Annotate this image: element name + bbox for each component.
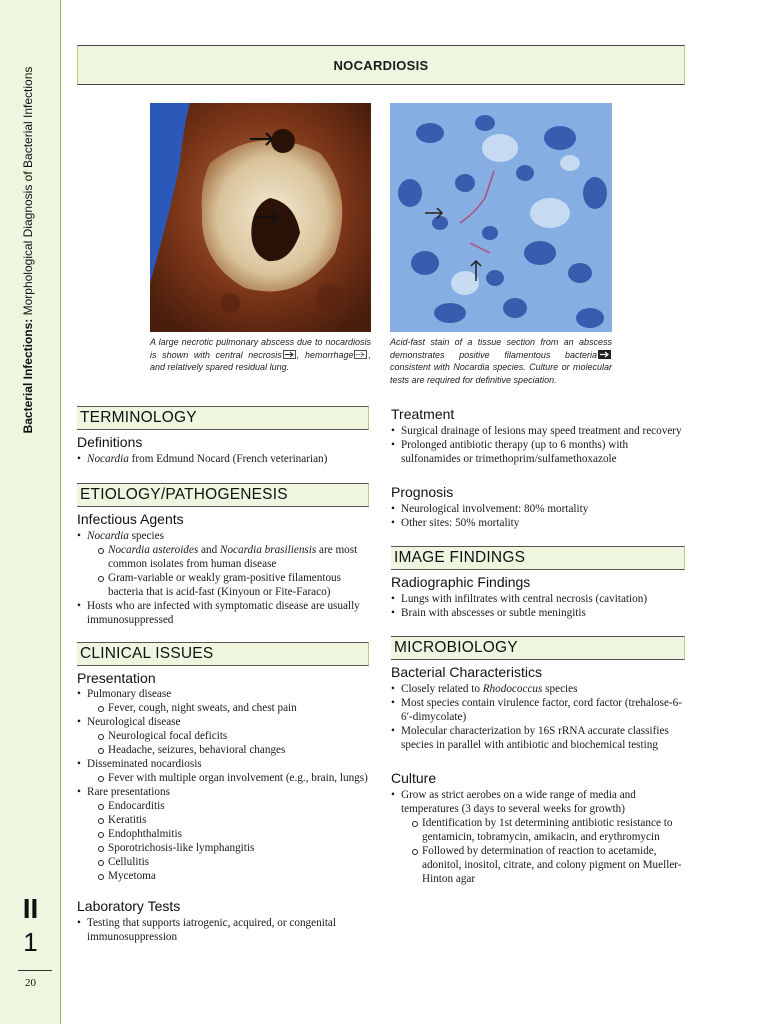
culture-list [391, 788, 685, 886]
chapter-title-rest: Morphological Diagnosis of Bacterial Infections [21, 66, 35, 319]
list-item: • Surgical drainage of lesions may speed treatment and recovery [391, 424, 685, 438]
infectious-agents-subheading: Infectious Agents [77, 511, 184, 527]
etiology-heading: ETIOLOGY/PATHOGENESIS [77, 483, 369, 507]
section-number: 1 [23, 927, 38, 957]
list-item: • Most species contain virulence factor, cord factor (trehalose-6-6′-dimycolate) [391, 696, 685, 724]
chapter-vertical-title [21, 67, 35, 434]
agent-text: species [128, 530, 164, 542]
list-subitem: Cellulitis [87, 855, 377, 869]
right-caption-text-2: consistent with Nocardia species. Culture or molecular tests are required for definitive speciation. [390, 362, 612, 385]
list-subitem: Keratitis [87, 813, 377, 827]
section-roman-numeral: II [22, 893, 39, 924]
item-text: Neurological disease [87, 716, 181, 728]
list-subitem: Endophthalmitis [87, 827, 377, 841]
list-item: • Testing that supports iatrogenic, acquired, or congenital immunosuppression [77, 916, 337, 944]
clinical-issues-heading: CLINICAL ISSUES [77, 642, 369, 666]
list-item [77, 715, 377, 757]
list-item: • Prolonged antibiotic therapy (up to 6 months) with sulfonamides or trimethoprim/sulfamethoxazole [391, 438, 685, 466]
definitions-subheading: Definitions [77, 434, 143, 450]
term-italic: Nocardia [87, 453, 129, 465]
list-item [77, 687, 377, 715]
right-caption-text-1: Acid-fast stain of a tissue section from an abscess demonstrates positive filamentous bacteria [390, 337, 612, 360]
item-text: Pulmonary disease [87, 688, 172, 700]
left-caption-text-2: , hemorrhage [296, 349, 354, 360]
treatment-list [391, 424, 685, 466]
item-text: Closely related to [401, 683, 483, 695]
species-and: and [198, 544, 220, 556]
acid-fast-stain-image [390, 103, 612, 332]
solid-arrow-icon [598, 350, 611, 359]
culture-subheading: Culture [391, 770, 437, 786]
microbiology-heading: MICROBIOLOGY [391, 636, 685, 660]
list-item [77, 529, 377, 599]
list-subitem: Neurological focal deficits [87, 729, 377, 743]
list-item: • Brain with abscesses or subtle meningitis [391, 606, 685, 620]
gross-abscess-image [150, 103, 371, 332]
open-arrow-icon [354, 350, 367, 359]
left-caption-text-3: , and relatively spared residual lung. [150, 349, 371, 372]
list-item: • Molecular characterization by 16S rRNA accurate classifies species in parallel with antibiotic and biochemical testing [391, 724, 685, 752]
list-subitem: Sporotrichosis-like lymphangitis [87, 841, 377, 855]
list-subitem: Headache, seizures, behavioral changes [87, 743, 377, 757]
left-caption-text-1: A large necrotic pulmonary abscess due to nocardiosis is shown with central necrosis [150, 337, 371, 360]
species-italic-a: Nocardia asteroides [108, 544, 199, 556]
page-number: 20 [25, 977, 36, 989]
list-item [77, 757, 377, 785]
list-subitem: Followed by determination of reaction to acetamide, adonitol, inositol, citrate, and colony pigment on Mueller-Hinton agar [401, 844, 685, 886]
left-figure-caption [150, 336, 371, 374]
item-text-rest: species [542, 683, 578, 695]
bacterial-characteristics-list [391, 682, 685, 752]
list-subitem: Identification by 1st determining antibiotic resistance to gentamicin, tobramycin, amikacin, and erythromycin [401, 816, 685, 844]
infectious-agents-list [77, 529, 377, 627]
list-subitem [87, 543, 377, 571]
page-title: NOCARDIOSIS [77, 45, 685, 85]
term-text: from Edmund Nocard (French veterinarian) [128, 453, 328, 465]
prognosis-list [391, 502, 685, 530]
list-subitem: Fever, cough, night sweats, and chest pain [87, 701, 377, 715]
laboratory-tests-list [77, 916, 337, 944]
list-item [77, 452, 387, 466]
right-figure-caption [390, 336, 612, 386]
radiographic-findings-subheading: Radiographic Findings [391, 574, 531, 590]
list-item [391, 682, 685, 696]
definitions-list [77, 452, 387, 466]
chapter-title-bold: Bacterial Infections: [21, 318, 35, 434]
arrow-icon [283, 350, 296, 359]
presentation-subheading: Presentation [77, 670, 156, 686]
list-subitem: Mycetoma [87, 869, 377, 883]
species-text: are most common isolates from human disease [108, 544, 358, 570]
laboratory-tests-subheading: Laboratory Tests [77, 898, 181, 914]
list-item: • Lungs with infiltrates with central necrosis (cavitation) [391, 592, 685, 606]
item-text: Disseminated nocardiosis [87, 758, 202, 770]
item-text: Rare presentations [87, 786, 170, 798]
side-band [0, 0, 61, 1024]
list-item [77, 785, 377, 883]
list-item: • Hosts who are infected with symptomatic disease are usually immunosuppressed [77, 599, 377, 627]
presentation-list [77, 687, 377, 883]
radiographic-findings-list [391, 592, 685, 620]
list-item: • Neurological involvement: 80% mortality [391, 502, 685, 516]
species-italic-b: Nocardia brasiliensis [219, 544, 317, 556]
terminology-heading: TERMINOLOGY [77, 406, 369, 430]
list-subitem: Endocarditis [87, 799, 377, 813]
item-text: Grow as strict aerobes on a wide range of media and temperatures (3 days to several weeks for growth) [401, 789, 636, 815]
list-subitem: Fever with multiple organ involvement (e.g., brain, lungs) [87, 771, 377, 785]
treatment-subheading: Treatment [391, 406, 455, 422]
side-divider [18, 970, 52, 971]
agent-italic: Nocardia [87, 530, 129, 542]
prognosis-subheading: Prognosis [391, 484, 454, 500]
list-item [391, 788, 685, 886]
list-item: • Other sites: 50% mortality [391, 516, 685, 530]
bacterial-characteristics-subheading: Bacterial Characteristics [391, 664, 542, 680]
genus-italic: Rhodococcus [482, 683, 543, 695]
image-findings-heading: IMAGE FINDINGS [391, 546, 685, 570]
list-subitem: Gram-variable or weakly gram-positive filamentous bacteria that is acid-fast (Kinyoun or Fite-Faraco) [87, 571, 377, 599]
